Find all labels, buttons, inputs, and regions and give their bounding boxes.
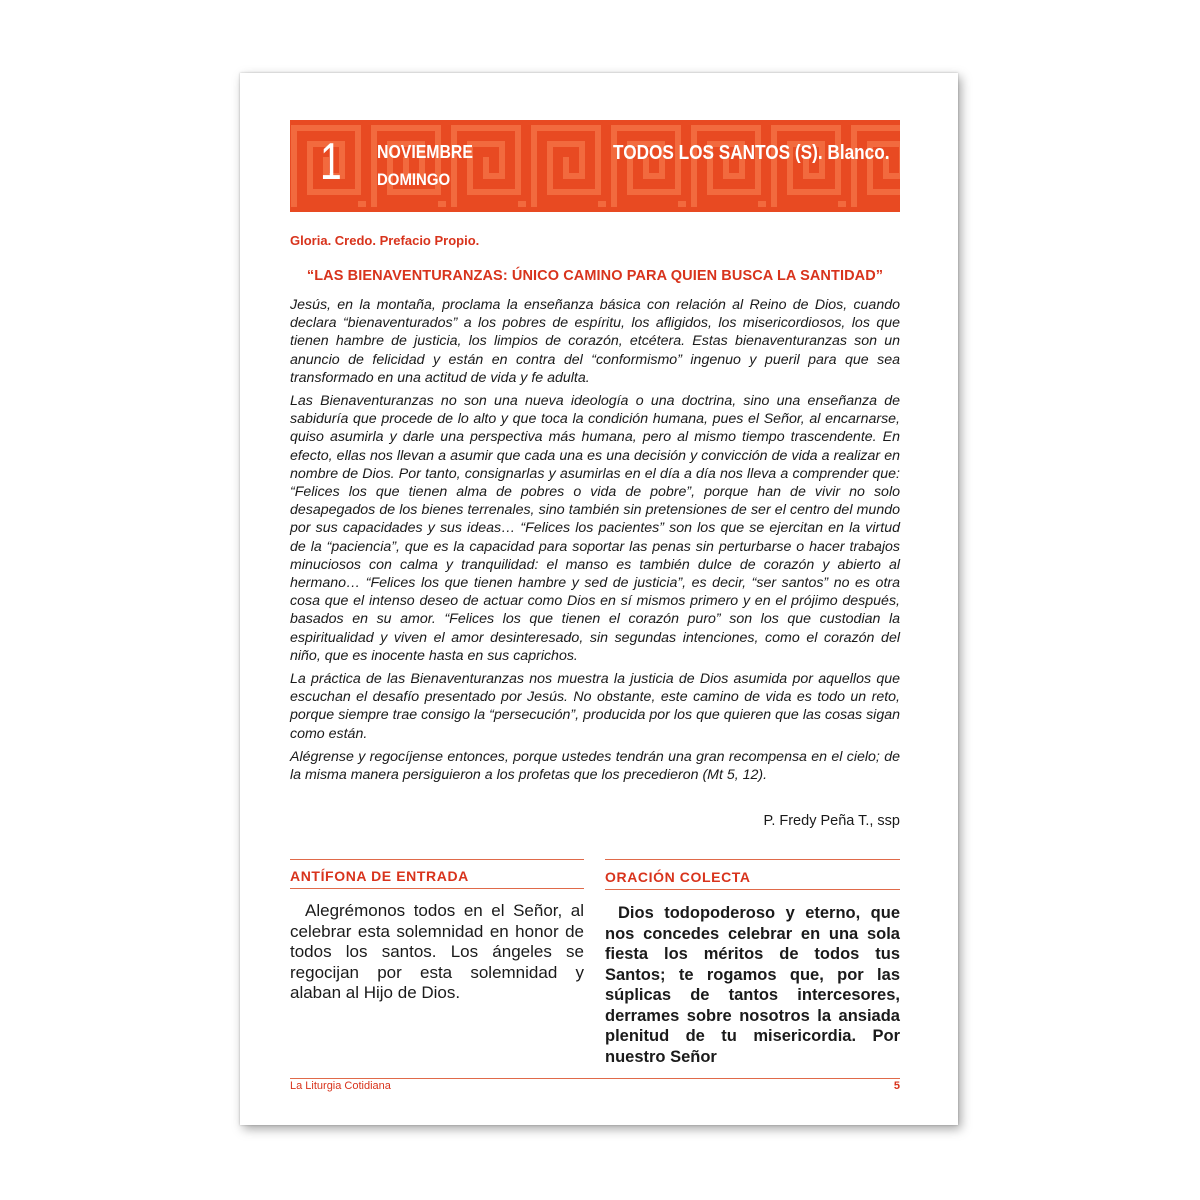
month-label: NOVIEMBRE	[377, 142, 473, 162]
document-page	[240, 73, 958, 1125]
publication-name: La Liturgia Cotidiana	[290, 1080, 391, 1092]
day-number: 1	[320, 133, 342, 191]
weekday-label: DOMINGO	[377, 170, 451, 189]
section-divider	[605, 859, 900, 860]
colecta-title: ORACIÓN COLECTA	[605, 869, 751, 885]
antifona-text: Alegrémonos todos en el Señor, al celebrar esta solemnidad en honor de todos los santos. Los ángeles se regocijan por esta solemnidad y alaban al Hijo de Dios.	[290, 901, 584, 1002]
reflection-paragraph: Las Bienaventuranzas no son una nueva ideología o una doctrina, sino una enseñanza de sabiduría que procede de lo alto y que toca la condición humana, pues el Señor, al encarnarse, quiso asumirla y darle una perspectiva más humana, pero al mismo tiempo trascendente. En efecto, ellas nos llevan a asumir que cada una es una decisión y convicción de vida a realizar en nombre de Dios. Por tanto, consignarlas y asumirlas en el día a día nos lleva a comprender que: “Felices los que tienen alma de pobres o vida de pobre”, porque han de vivir no solo desapegados de los bienes terrenales, sino también sin pretensiones de ser el centro del mundo por sus capacidades y sus ideas… “Felices los pacientes” son los que se ejercitan en la virtud de la “paciencia”, que es la capacidad para soportar las penas sin perturbarse o hacer trabajos minuciosos con calma y tranquilidad: el manso es también dulce de corazón y abierto al hermano… “Felices los que tienen hambre y sed de justicia”, es decir, “ser santos” no es otra cosa que el intenso deseo de actuar como Dios en sí mismos primero y en el prójimo después, basados en su amor. “Felices los que tienen el corazón puro” son los que custodian la espiritualidad y viven el amor desinteresado, sin segundas intenciones, como el corazón del niño, que es inocente hasta en sus caprichos.	[290, 393, 900, 664]
reflection-paragraph: Alégrense y regocíjense entonces, porque ustedes tendrán una gran recompensa en el cielo; de la misma manera persiguieron a los profetas que los precedieron (Mt 5, 12).	[290, 748, 900, 784]
section-divider	[290, 888, 584, 889]
reflection-paragraph: Jesús, en la montaña, proclama la enseñanza básica con relación al Reino de Dios, cuando declara “bienaventurados” a los pobres de espíritu, los afligidos, los misericordiosos, los que tienen hambre de justicia, los limpios de corazón, etcétera. Estas bienaventuranzas son un anuncio de felicidad y están en contra del “conformismo” ingenuo y pueril para que sea transformado en una actitud de vida y fe adulta.	[290, 297, 900, 386]
reflection-body	[290, 296, 900, 789]
footer-divider	[290, 1078, 900, 1079]
greek-key-pattern	[290, 120, 900, 212]
reflection-paragraph: La práctica de las Bienaventuranzas nos muestra la justicia de Dios asumida por aquellos que escuchan el desafío presentado por Jesús. No obstante, este camino de vida es todo un reto, porque siempre trae consigo la “persecución”, producida por los que quieren que las cosas sigan como están.	[290, 671, 900, 742]
feast-title: TODOS LOS SANTOS (S). Blanco.	[613, 142, 890, 164]
author-signature: P. Fredy Peña T., ssp	[763, 813, 900, 829]
antifona-title: ANTÍFONA DE ENTRADA	[290, 868, 469, 884]
liturgical-rubric: Gloria. Credo. Prefacio Propio.	[290, 233, 480, 248]
section-divider	[290, 859, 584, 860]
reflection-title: “LAS BIENAVENTURANZAS: ÚNICO CAMINO PARA QUIEN BUSCA LA SANTIDAD”	[306, 268, 884, 284]
date-banner	[290, 120, 900, 212]
colecta-text: Dios todopoderoso y eterno, que nos concedes celebrar en una sola fiesta los méritos de todos tus Santos; te rogamos que, por las súplicas de tantos intercesores, derrames sobre nosotros la ansiada plenitud de tu misericordia. Por nuestro Señor	[605, 904, 900, 1066]
section-divider	[605, 889, 900, 890]
page-number: 5	[893, 1080, 900, 1092]
